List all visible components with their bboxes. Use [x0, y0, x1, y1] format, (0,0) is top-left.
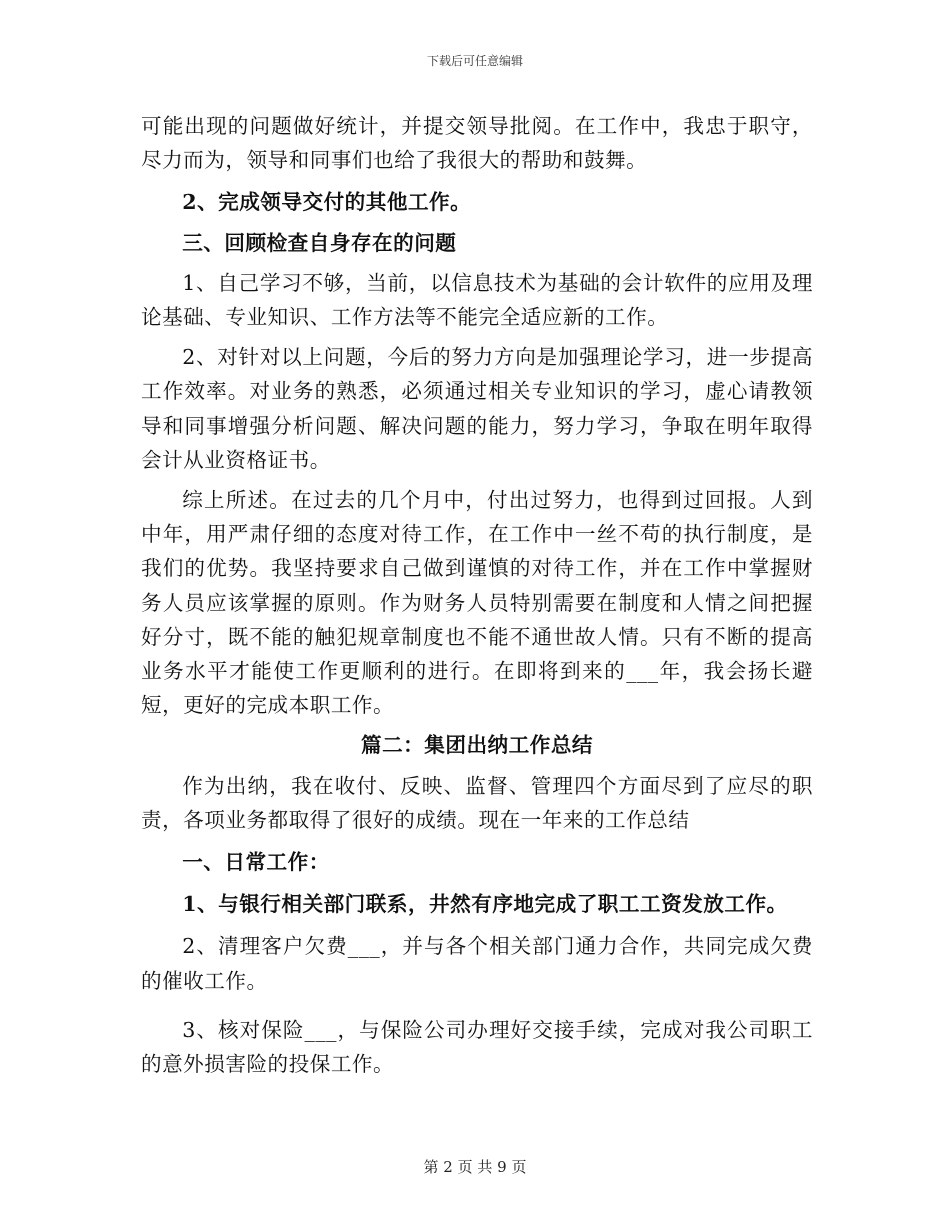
page-header: 下载后可任意编辑 [426, 54, 523, 68]
paragraph-continued: 可能出现的问题做好统计，并提交领导批阅。在工作中，我忠于职守，尽力而为，领导和同事们也给了我很大的帮助和鼓舞。 [141, 114, 813, 173]
problem-item-1: 1、自己学习不够，当前，以信息技术为基础的会计软件的应用及理论基础、专业知识、工作方法等不能完全适应新的工作。 [141, 270, 813, 330]
daily-item-3: 3、核对保险___，与保险公司办理好交接手续，完成对我公司职工的意外损害险的投保工作。 [141, 1017, 813, 1077]
daily-item-2: 2、清理客户欠费___，并与各个相关部门通力合作，共同完成欠费的催收工作。 [141, 934, 813, 993]
intro-paragraph: 作为出纳，我在收付、反映、监督、管理四个方面尽到了应尽的职责，各项业务都取得了很好的成绩。现在一年来的工作总结 [141, 773, 813, 832]
daily-item-1: 1、与银行相关部门联系，井然有序地完成了职工工资发放工作。 [182, 892, 788, 917]
article-title: 篇二：集团出纳工作总结 [360, 733, 594, 758]
item-other-tasks: 2、完成领导交付的其他工作。 [182, 190, 472, 215]
section-heading-problems: 三、回顾检查自身存在的问题 [182, 230, 457, 255]
page-footer: 第 2 页 共 9 页 [423, 1158, 527, 1176]
summary-paragraph: 综上所述。在过去的几个月中，付出过努力，也得到过回报。人到中年，用严肃仔细的态度对待工作，在工作中一丝不苟的执行制度，是我们的优势。我坚持要求自己做到谨慎的对待工作，并在工作中掌握财务人员应该掌握的原则。作为财务人员特别需要在制度和人情之间把握好分寸，既不能的触犯规章制度也不能不通世故人情。只有不断的提高业务水平才能使工作更顺利的进行。在即将到来的___年，我会扬长避短，更好的完成本职工作。 [141, 488, 813, 718]
section-heading-daily-work: 一、日常工作： [182, 850, 330, 875]
document-body [141, 109, 813, 1081]
problem-item-2: 2、对针对以上问题，今后的努力方向是加强理论学习，进一步提高工作效率。对业务的熟悉，必须通过相关专业知识的学习，虚心请教领导和同事增强分析问题、解决问题的能力，努力学习，争取在明年取得会计从业资格证书。 [141, 345, 813, 472]
